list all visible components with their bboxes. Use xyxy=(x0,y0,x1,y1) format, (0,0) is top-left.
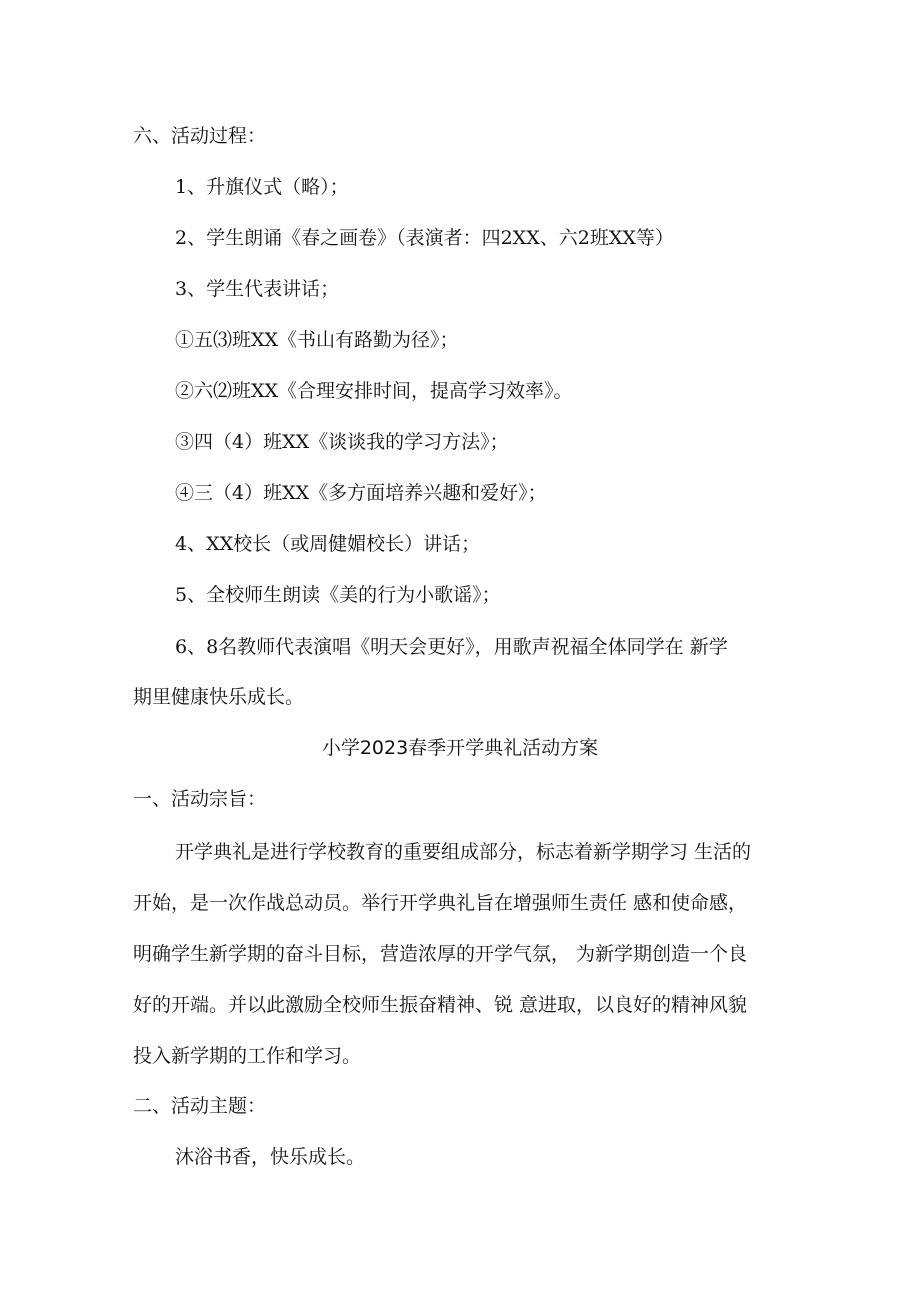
purpose-line-5: 投入新学期的工作和学习。 xyxy=(133,1045,362,1067)
section1-heading: 一、活动宗旨： xyxy=(133,788,267,810)
process-item-5: 5、全校师生朗读《美的行为小歌谣》； xyxy=(175,584,501,606)
process-item-6-line1: 6、8名教师代表演唱《明天会更好》，用歌声祝福全体同学在 新学 xyxy=(175,636,728,658)
purpose-line-3: 明确学生新学期的奋斗目标，营造浓厚的开学气氛， 为新学期创造一个良 xyxy=(133,943,748,965)
process-item-1: 1、升旗仪式（略）； xyxy=(175,176,349,198)
speech-item-1: ①五⑶班XX《书山有路勤为径》； xyxy=(175,329,459,351)
speech-item-3: ③四（4）班XX《谈谈我的学习方法》； xyxy=(175,431,509,453)
purpose-line-4: 好的开端。并以此激励全校师生振奋精神、锐 意进取，以良好的精神风貌 xyxy=(133,994,748,1016)
section2-heading: 二、活动主题： xyxy=(133,1095,267,1117)
document-title: 小学2023春季开学典礼活动方案 xyxy=(321,737,599,759)
section6-heading: 六、活动过程： xyxy=(133,125,267,147)
process-item-4: 4、XX校长（或周健媚校长）讲话； xyxy=(175,533,481,555)
purpose-line-2: 开始，是一次作战总动员。举行开学典礼旨在增强师生责任 感和使命感， xyxy=(133,892,748,914)
process-item-3: 3、学生代表讲话； xyxy=(175,278,340,300)
theme-text: 沐浴书香，快乐成长。 xyxy=(175,1146,366,1168)
process-item-2: 2、学生朗诵《春之画卷》（表演者：四2XX、六2班XX等） xyxy=(175,227,674,249)
speech-item-4: ④三（4）班XX《多方面培养兴趣和爱好》； xyxy=(175,482,547,504)
process-item-6-line2: 期里健康快乐成长。 xyxy=(133,686,305,708)
speech-item-2: ②六⑵班XX《合理安排时间，提高学习效率》。 xyxy=(175,380,573,402)
purpose-line-1: 开学典礼是进行学校教育的重要组成部分，标志着新学期学习 生活的 xyxy=(175,841,752,863)
